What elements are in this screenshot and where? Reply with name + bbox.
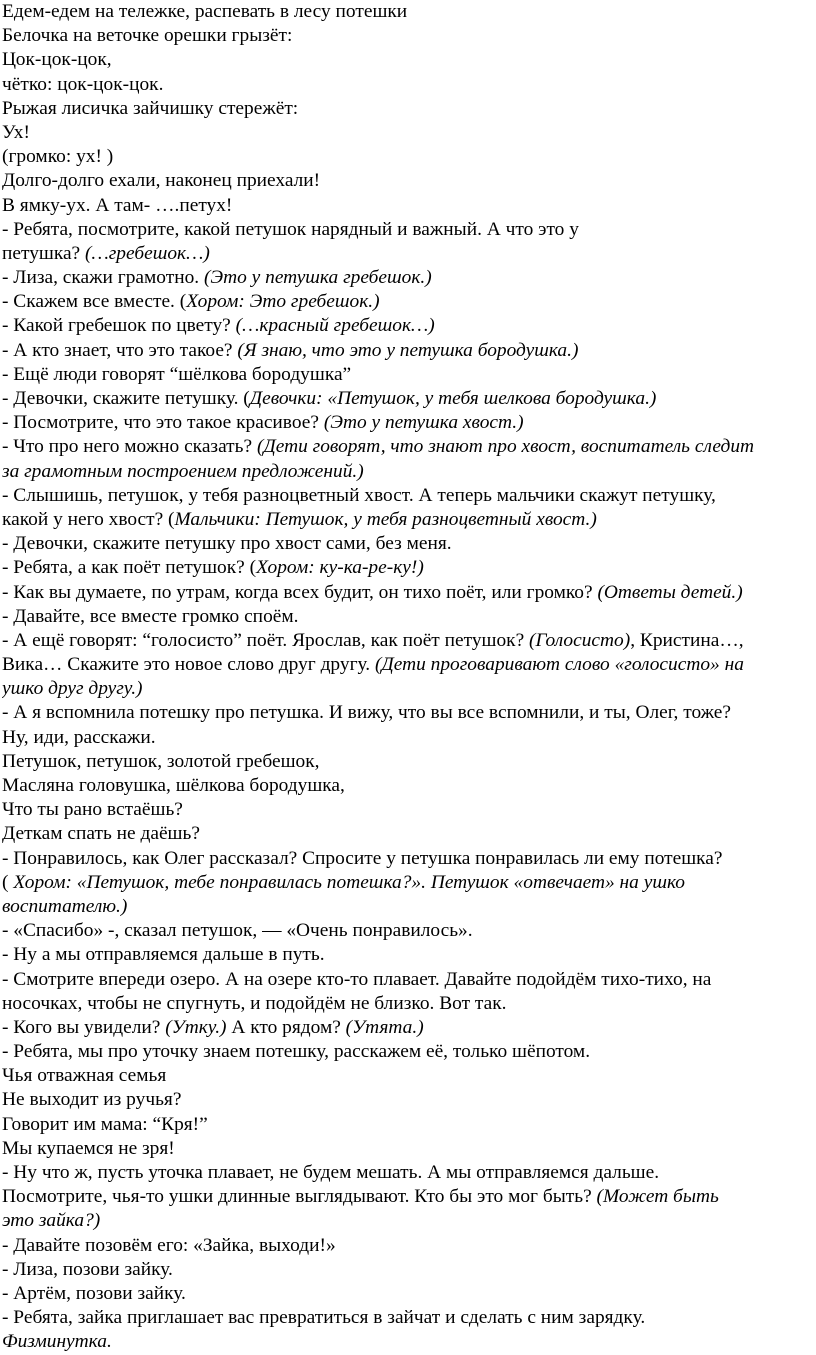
text-line — [2, 1088, 812, 1112]
text-line — [2, 847, 812, 871]
text-line — [2, 1185, 812, 1209]
italic-text: (Голосисто) — [529, 629, 631, 651]
text-segment: Чья отважная семья — [2, 1065, 167, 1087]
text-line — [2, 242, 812, 266]
text-line — [2, 677, 812, 701]
text-line — [2, 798, 812, 822]
text-line — [2, 1064, 812, 1088]
text-line — [2, 1234, 812, 1258]
text-segment: Ну, иди, расскажи. — [2, 726, 156, 748]
text-segment: - Ещё люди говорят “шёлкова бородушка” — [2, 363, 352, 385]
italic-text: воспитателю.) — [2, 895, 128, 917]
italic-text: (Дети говорят, что знают про хвост, воспитатель следит — [256, 436, 755, 458]
text-line — [2, 581, 812, 605]
italic-text: (Ответы детей.) — [597, 581, 743, 603]
text-segment: Долго-долго ехали, наконец приехали! — [2, 170, 321, 192]
text-line — [2, 339, 812, 363]
text-line — [2, 895, 812, 919]
text-line — [2, 532, 812, 556]
italic-text: (…гребешок…) — [85, 242, 210, 264]
text-line — [2, 556, 812, 580]
text-line — [2, 726, 812, 750]
text-segment: Посмотрите, чья-то ушки длинные выглядывают. Кто бы это мог быть? — [2, 1186, 597, 1208]
text-segment: - Ребята, зайка приглашает вас превратиться в зайчат и сделать с ним зарядку. — [2, 1307, 646, 1329]
text-segment: Деткам спать не даёшь? — [2, 823, 200, 845]
text-line — [2, 653, 812, 677]
text-segment: Вика… Скажите это новое слово друг другу. — [2, 654, 375, 676]
text-segment: - Скажем все вместе. ( — [2, 291, 187, 313]
text-line — [2, 218, 812, 242]
text-line — [2, 750, 812, 774]
text-line — [2, 145, 812, 169]
text-line — [2, 363, 812, 387]
text-line — [2, 97, 812, 121]
text-segment: - Девочки, скажите петушку про хвост сами, без меня. — [2, 533, 452, 555]
text-segment: - Какой гребешок по цвету? — [2, 315, 236, 337]
italic-text: (Это у петушка гребешок.) — [203, 267, 432, 289]
italic-text: Хором: Это гребешок.) — [186, 291, 380, 313]
text-line — [2, 508, 812, 532]
italic-text: это зайка?) — [2, 1210, 101, 1232]
text-segment: - Как вы думаете, по утрам, когда всех будит, он тихо поёт, или громко? — [2, 581, 598, 603]
text-segment: Петушок, петушок, золотой гребешок, — [2, 750, 320, 772]
text-segment: А кто рядом? — [226, 1016, 346, 1038]
text-line — [2, 822, 812, 846]
text-line — [2, 484, 812, 508]
text-line — [2, 1113, 812, 1137]
italic-text: (Утку.) — [165, 1016, 227, 1038]
text-line — [2, 48, 812, 72]
text-segment: - Артём, позови зайку. — [2, 1282, 186, 1304]
text-line — [2, 121, 812, 145]
text-line — [2, 1137, 812, 1161]
text-line — [2, 605, 812, 629]
text-segment: Рыжая лисичка зайчишку стережёт: — [2, 97, 299, 119]
text-segment: - Девочки, скажите петушку. ( — [2, 388, 250, 409]
text-segment: - Понравилось, как Олег рассказал? Спросите у петушка понравилась ли ему потешка? — [2, 847, 723, 869]
text-line — [2, 871, 812, 895]
text-segment: петушка? — [2, 242, 86, 264]
text-segment: Цок-цок-цок, — [2, 49, 112, 71]
text-line — [2, 1306, 812, 1330]
italic-text: за грамотным построением предложений.) — [2, 460, 364, 482]
italic-text: (Дети проговаривают слово «голосисто» на — [374, 654, 744, 676]
text-line — [2, 435, 812, 459]
text-line — [2, 0, 812, 24]
text-segment: носочках, чтобы не спугнуть, и подойдём не близко. Вот так. — [2, 992, 507, 1014]
text-segment: - Ну а мы отправляемся дальше в путь. — [2, 944, 325, 966]
italic-text: (Может быть — [596, 1186, 719, 1208]
text-line — [2, 774, 812, 798]
text-line — [2, 1016, 812, 1040]
text-segment: - Слышишь, петушок, у тебя разноцветный хвост. А теперь мальчики скажут петушку, — [2, 484, 716, 506]
text-segment: - Посмотрите, что это такое красивое? — [2, 412, 324, 434]
text-line — [2, 943, 812, 967]
text-segment: Масляна головушка, шёлкова бородушка, — [2, 775, 345, 796]
text-line — [2, 629, 812, 653]
text-line — [2, 194, 812, 218]
text-segment: (громко: ух! ) — [2, 146, 114, 168]
italic-text: Девочки: «Петушок, у тебя шелкова бородушка.) — [249, 388, 657, 409]
text-line — [2, 266, 812, 290]
text-segment: - Ребята, а как поёт петушок? ( — [2, 557, 257, 579]
italic-text: (Я знаю, что это у петушка бородушка.) — [237, 339, 579, 361]
text-line — [2, 1209, 812, 1233]
text-segment: чётко: цок-цок-цок. — [2, 73, 164, 95]
italic-text: ушко друг другу.) — [2, 678, 143, 700]
text-segment: - Что про него можно сказать? — [2, 436, 257, 458]
text-segment: - Давайте, все вместе громко споём. — [2, 605, 299, 627]
text-segment: ( — [2, 871, 14, 893]
text-line — [2, 992, 812, 1016]
text-segment: - Смотрите впереди озеро. А на озере кто-то плавает. Давайте подойдём тихо-тихо, на — [2, 968, 712, 990]
text-segment: - Лиза, позови зайку. — [2, 1258, 173, 1280]
text-segment: - Ребята, посмотрите, какой петушок нарядный и важный. А что это у — [2, 218, 579, 240]
text-line — [2, 73, 812, 97]
text-segment: - Лиза, скажи грамотно. — [2, 267, 204, 289]
italic-text: (…красный гребешок…) — [235, 315, 435, 337]
text-line — [2, 290, 812, 314]
text-segment: В ямку-ух. А там- ….петух! — [2, 194, 233, 216]
text-segment: - А кто знает, что это такое? — [2, 339, 238, 361]
text-segment: - Давайте позовём его: «Зайка, выходи!» — [2, 1234, 336, 1256]
text-segment: какой у него хвост? ( — [2, 508, 175, 530]
text-line — [2, 1282, 812, 1306]
text-segment: - Ребята, мы про уточку знаем потешку, расскажем её, только шёпотом. — [2, 1041, 591, 1063]
italic-text: (Это у петушка хвост.) — [323, 412, 524, 434]
text-line — [2, 919, 812, 943]
text-segment: Ух! — [2, 121, 30, 143]
text-segment: - Ну что ж, пусть уточка плавает, не будем мешать. А мы отправляемся дальше. — [2, 1162, 660, 1183]
italic-text: Хором: «Петушок, тебе понравилась потешка?». Петушок «отвечает» на ушко — [13, 871, 685, 893]
text-segment: - Кого вы увидели? — [2, 1016, 166, 1038]
text-line — [2, 968, 812, 992]
text-segment: - «Спасибо» -, сказал петушок, — «Очень понравилось». — [2, 920, 473, 942]
text-segment: Что ты рано встаёшь? — [2, 799, 183, 821]
text-line — [2, 1330, 812, 1354]
text-line — [2, 314, 812, 338]
italic-text: (Утята.) — [345, 1016, 424, 1038]
text-line — [2, 1161, 812, 1185]
text-line — [2, 460, 812, 484]
text-line — [2, 411, 812, 435]
text-segment: Едем-едем на тележке, распевать в лесу потешки — [2, 1, 408, 22]
italic-text: Мальчики: Петушок, у тебя разноцветный хвост.) — [174, 508, 597, 530]
text-line — [2, 24, 812, 48]
text-line — [2, 701, 812, 725]
italic-text: Физминутка. — [2, 1331, 112, 1353]
text-segment: Белочка на веточке орешки грызёт: — [2, 25, 293, 47]
text-segment: Мы купаемся не зря! — [2, 1137, 175, 1159]
italic-text: Хором: ку-ка-ре-ку!) — [256, 557, 424, 579]
text-segment: , Кристина…, — [630, 629, 744, 651]
text-line — [2, 1258, 812, 1282]
text-segment: Говорит им мама: “Кря!” — [2, 1113, 208, 1135]
text-segment: Не выходит из ручья? — [2, 1089, 182, 1111]
text-line — [2, 387, 812, 411]
text-segment: - А я вспомнила потешку про петушка. И вижу, что вы все вспомнили, и ты, Олег, тоже? — [2, 702, 732, 724]
text-line — [2, 1040, 812, 1064]
text-segment: - А ещё говорят: “голосисто” поёт. Ярослав, как поёт петушок? — [2, 629, 530, 651]
text-line — [2, 169, 812, 193]
